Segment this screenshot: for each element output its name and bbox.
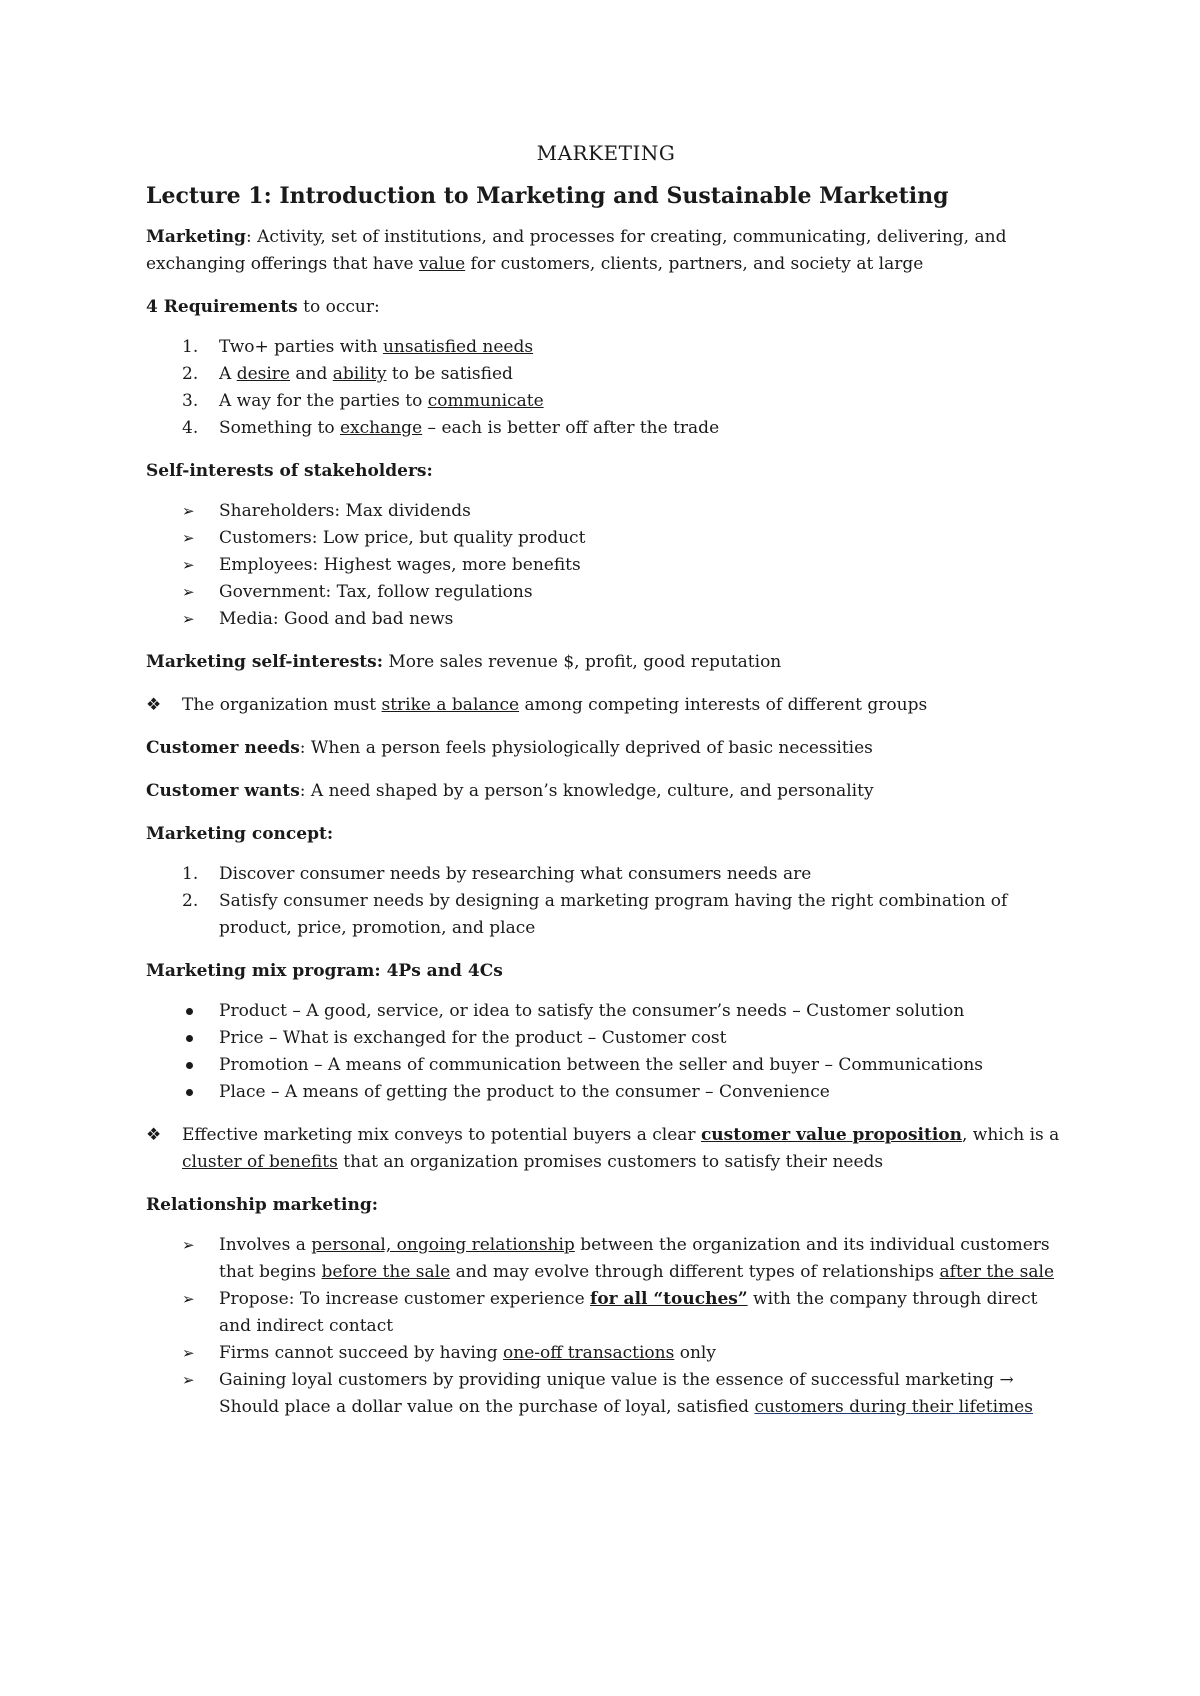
dot-bullet-icon [186,1035,193,1042]
term-marketing-concept: Marketing concept: [146,824,334,844]
definition-text: : When a person feels physiologically deprived of basic necessities [299,738,873,758]
underlined-text: ability [332,364,387,384]
customer-wants-definition [146,778,1066,805]
underlined-text: after the sale [939,1262,1054,1282]
marketing-self-interests [146,649,1066,676]
item-text: Firms cannot succeed by having [219,1343,504,1363]
term-customer-needs: Customer needs [146,738,300,758]
customer-needs-definition [146,735,1066,762]
underlined-text: one-off transactions [503,1343,675,1363]
arrow-bullet-icon: ➢ [182,529,195,547]
underlined-text: desire [236,364,290,384]
underlined-text: personal, ongoing relationship [311,1235,575,1255]
arrow-bullet-icon: ➢ [182,583,195,601]
arrow-bullet-icon: ➢ [182,1344,195,1362]
item-text: and [289,364,333,384]
list-item [146,1340,1066,1367]
term-marketing-mix: Marketing mix program: 4Ps and 4Cs [146,961,503,981]
arrow-bullet-icon: ➢ [182,1236,195,1254]
dot-bullet-icon [186,1062,193,1069]
item-text: to be satisfied [386,364,513,384]
underlined-text: cluster of benefits [182,1152,338,1172]
term-stakeholders: Self-interests of stakeholders: [146,461,433,481]
list-number: 3. [182,391,199,411]
relationship-list [146,1232,1066,1421]
arrow-bullet-icon: ➢ [182,1290,195,1308]
list-item [146,1232,1066,1286]
lecture-title: Lecture 1: Introduction to Marketing and Sustainable Marketing [146,183,949,209]
list-number: 1. [182,864,199,884]
item-text: Propose: To increase customer experience [219,1289,591,1309]
list-item [146,1052,1066,1079]
heading-rest: to occur: [297,297,380,317]
requirements-list [146,334,1066,442]
term-customer-wants: Customer wants [146,781,300,801]
item-text: Two+ parties with [219,337,383,357]
list-item [146,998,1066,1025]
list-item [146,888,1066,942]
definition-text: More sales revenue $, profit, good reputation [383,652,782,672]
term-marketing: Marketing [146,227,246,247]
item-text: A way for the parties to [219,391,428,411]
item-text: Promotion – A means of communication between the seller and buyer – Communications [219,1055,984,1075]
concept-heading [146,821,1066,848]
list-item [146,552,1066,579]
item-text: Media: Good and bad news [219,609,454,629]
arrow-bullet-icon: ➢ [182,556,195,574]
list-item [146,606,1066,633]
document-title: MARKETING [536,141,676,165]
item-text: , which is a [962,1125,1060,1145]
item-text: between the organization and its individual customers that begins [219,1235,1050,1282]
stakeholders-heading [146,458,1066,485]
list-item [146,1079,1066,1106]
underlined-text: communicate [427,391,544,411]
item-text: that an organization promises customers to satisfy their needs [337,1152,884,1172]
item-text: Place – A means of getting the product to the consumer – Convenience [219,1082,830,1102]
underlined-value: value [418,254,466,274]
relationship-heading [146,1192,1066,1219]
item-text: – each is better off after the trade [422,418,720,438]
document-page [146,140,1066,1437]
list-item [146,388,1066,415]
mix-list [146,998,1066,1106]
item-text: Gaining loyal customers by providing unique value is the essence of successful marketing → Should place a dollar value on the purchase of loyal, satisfied [219,1370,1014,1417]
list-item [146,1025,1066,1052]
list-number: 2. [182,891,199,911]
underlined-text: before the sale [321,1262,451,1282]
item-text: Government: Tax, follow regulations [219,582,533,602]
stakeholders-list [146,498,1066,633]
underlined-text: strike a balance [381,695,520,715]
item-text: Effective marketing mix conveys to potential buyers a clear [182,1125,701,1145]
concept-list [146,861,1066,942]
list-item [146,361,1066,388]
list-item [146,1367,1066,1421]
arrow-bullet-icon: ➢ [182,1371,195,1389]
cvp-note [146,1122,1066,1176]
dot-bullet-icon [186,1008,193,1015]
definition-text: : A need shaped by a person’s knowledge, culture, and personality [299,781,874,801]
term-requirements: 4 Requirements [146,297,298,317]
item-text: only [674,1343,716,1363]
list-item [146,498,1066,525]
definition-text: for customers, clients, partners, and society at large [465,254,924,274]
list-item [146,525,1066,552]
list-item [146,334,1066,361]
item-text: Involves a [219,1235,312,1255]
term-relationship-marketing: Relationship marketing: [146,1195,379,1215]
requirements-heading [146,294,1066,321]
arrow-bullet-icon: ➢ [182,610,195,628]
mix-heading [146,958,1066,985]
item-text: Product – A good, service, or idea to satisfy the consumer’s needs – Customer solution [219,1001,965,1021]
item-text: Something to [219,418,340,438]
list-item [146,579,1066,606]
list-item [146,415,1066,442]
list-item [146,861,1066,888]
list-number: 1. [182,337,199,357]
underlined-text: customers during their lifetimes [754,1397,1033,1417]
list-number: 4. [182,418,199,438]
balance-note [146,692,1066,719]
item-text: Satisfy consumer needs by designing a marketing program having the right combination of product, price, promotion, and place [219,891,1008,938]
arrow-bullet-icon: ➢ [182,502,195,520]
underlined-text: exchange [339,418,423,438]
marketing-definition [146,224,1066,278]
item-text: Discover consumer needs by researching what consumers needs are [219,864,812,884]
list-item [146,1286,1066,1340]
item-text: Shareholders: Max dividends [219,501,471,521]
item-text: A [219,364,237,384]
item-text: and may evolve through different types of relationships [450,1262,940,1282]
underlined-text: unsatisfied needs [382,337,534,357]
item-text: with the company through direct and indirect contact [219,1289,1038,1336]
term-marketing-self-interests: Marketing self-interests: [146,652,383,672]
bold-underlined-text: customer value proposition [700,1125,962,1145]
list-number: 2. [182,364,199,384]
item-text: The organization must [182,695,382,715]
item-text: Price – What is exchanged for the product – Customer cost [219,1028,727,1048]
bold-underlined-text: for all “touches” [590,1289,748,1309]
diamond-bullet-icon: ❖ [146,695,162,715]
item-text: Customers: Low price, but quality product [219,528,586,548]
item-text: among competing interests of different groups [519,695,928,715]
diamond-bullet-icon: ❖ [146,1125,162,1145]
item-text: Employees: Highest wages, more benefits [219,555,581,575]
dot-bullet-icon [186,1089,193,1096]
definition-text: : Activity, set of institutions, and processes for creating, communicating, delivering, and exchanging offerings that have [146,227,1007,274]
